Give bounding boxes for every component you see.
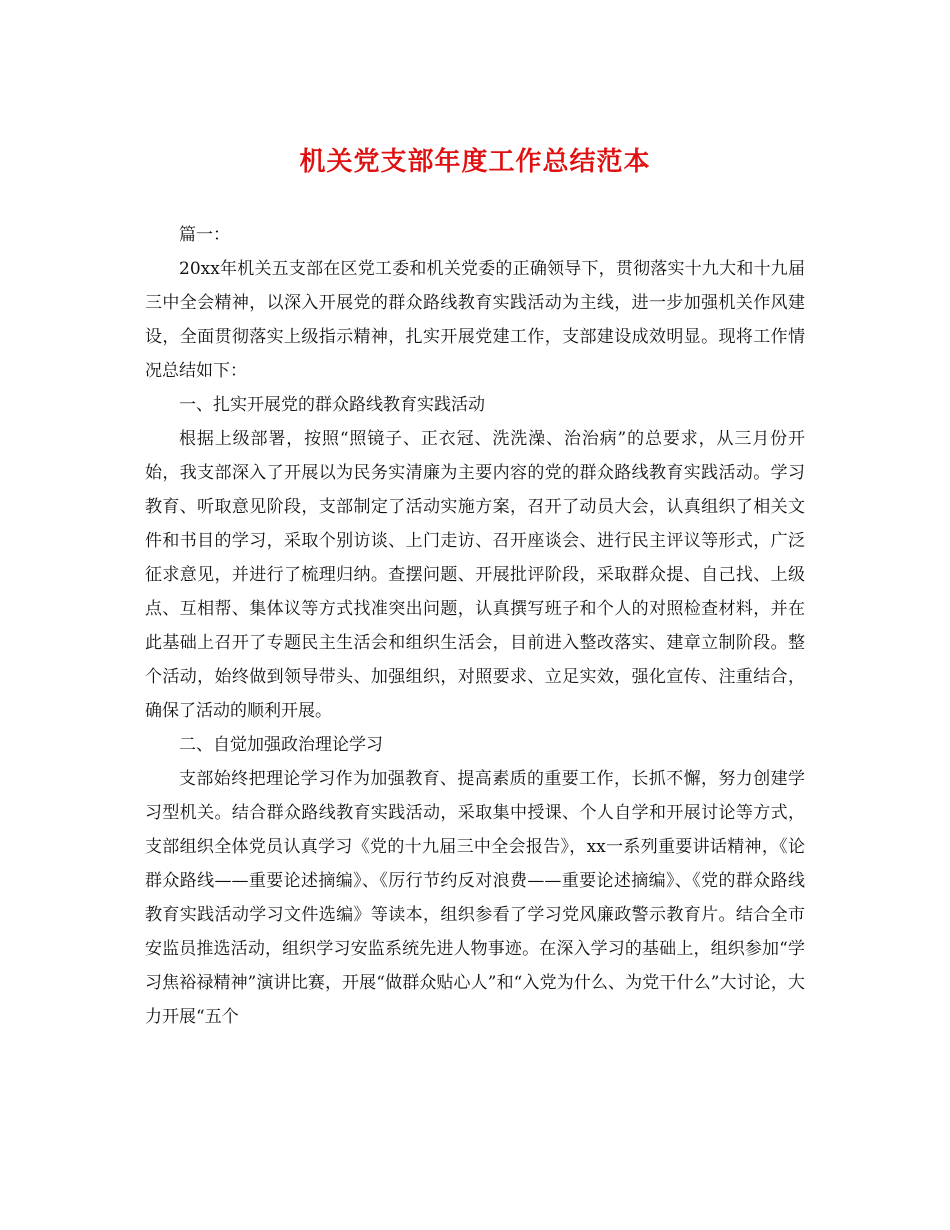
section-heading-2: 二、自觉加强政治理论学习 — [179, 735, 383, 755]
paragraph-section-1: 根据上级部署，按照“照镜子、正衣冠、洗洗澡、治治病”的总要求，从三月份开始，我支部深入了开展以为民务实清廉为主要内容的党的群众路线教育实践活动。学习教育、听取意见阶段，支部制定了活动实施方案，召开了动员大会，认真组织了相关文件和书目的学习，采取个别访谈、上门走访、召开座谈会、进行民主评议等形式，广泛征求意见，并进行了梳理归纳。查摆问题、开展批评阶段，采取群众提、自己找、上级点、互相帮、集体议等方式找准突出问题，认真撰写班子和个人的对照检查材料，并在此基础上召开了专题民主生活会和组织生活会，目前进入整改落实、建章立制阶段。整个活动，始终做到领导带头、加强组织，对照要求、立足实效，强化宣传、注重结合，确保了活动的顺利开展。 — [145, 429, 805, 721]
document-body — [145, 218, 805, 1034]
document-title: 机关党支部年度工作总结范本 — [299, 147, 651, 177]
section-label: 篇一： — [179, 225, 230, 245]
section-heading-1: 一、扎实开展党的群众路线教育实践活动 — [179, 395, 485, 415]
paragraph-intro: 20xx年机关五支部在区党工委和机关党委的正确领导下，贯彻落实十九大和十九届三中全会精神，以深入开展党的群众路线教育实践活动为主线，进一步加强机关作风建设，全面贯彻落实上级指示精神，扎实开展党建工作，支部建设成效明显。现将工作情况总结如下： — [145, 259, 805, 381]
paragraph-section-2: 支部始终把理论学习作为加强教育、提高素质的重要工作，长抓不懈，努力创建学习型机关。结合群众路线教育实践活动，采取集中授课、个人自学和开展讨论等方式，支部组织全体党员认真学习《党的十九届三中全会报告》，xx一系列重要讲话精神，《论群众路线——重要论述摘编》、《厉行节约反对浪费——重要论述摘编》、《党的群众路线教育实践活动学习文件选编》等读本，组织参看了学习党风廉政警示教育片。结合全市安监员推选活动，组织学习安监系统先进人物事迹。在深入学习的基础上，组织参加“学习焦裕禄精神”演讲比赛，开展“做群众贴心人”和“入党为什么、为党干什么”大讨论，大力开展“五个 — [145, 769, 805, 1027]
